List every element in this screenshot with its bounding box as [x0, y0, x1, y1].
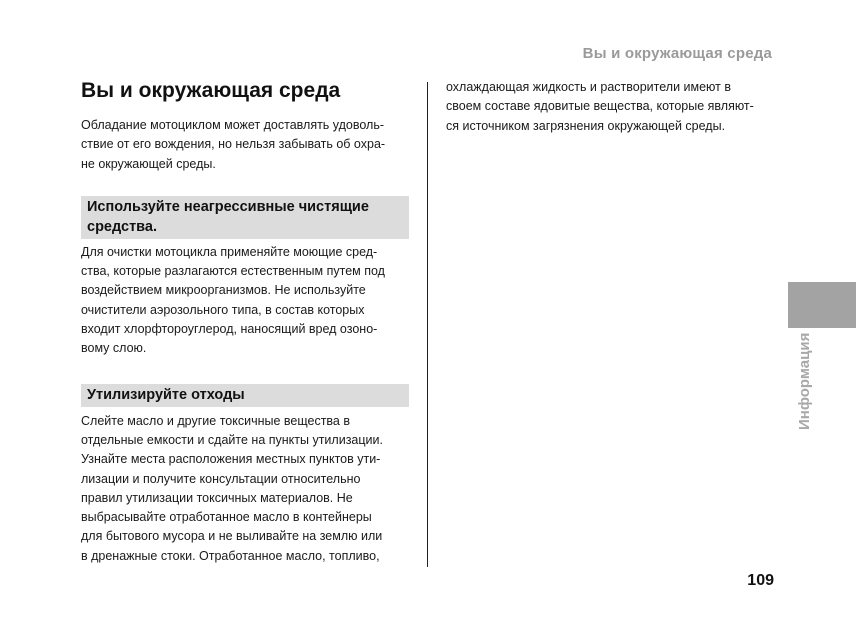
section-heading-line: Используйте неагрессивные чистящие [87, 198, 369, 215]
intro-line: Обладание мотоциклом может доставлять удоволь- [81, 118, 385, 132]
body-line: для бытового мусора и не выливайте на землю или [81, 529, 383, 544]
body-line: воздействием микроорганизмов. Не используйте [81, 283, 366, 298]
running-header: Вы и окружающая среда [582, 45, 772, 62]
body-line: отдельные емкости и сдайте на пункты утилизации. [81, 432, 383, 447]
section-thumb-tab [788, 282, 856, 328]
column-divider [427, 82, 428, 567]
body-line: ства, которые разлагаются естественным путем под [81, 264, 385, 279]
page-number: 109 [747, 572, 774, 589]
section-heading-line: средства. [87, 218, 157, 235]
body-line: правил утилизации токсичных материалов. Не [81, 490, 353, 505]
body-line: Для очистки мотоцикла применяйте моющие сред- [81, 244, 378, 259]
body-line: входит хлорфтороуглерод, наносящий вред озоно- [81, 322, 378, 337]
section-side-label: Информация [796, 332, 813, 430]
body-line: Слейте масло и другие токсичные вещества в [81, 413, 350, 428]
body-line: ся источником загрязнения окружающей среды. [446, 118, 726, 133]
body-line: в дренажные стоки. Отработанное масло, топливо, [81, 548, 380, 563]
body-line: лизации и получите консультации относительно [81, 471, 361, 486]
section-heading-line: Утилизируйте отходы [87, 386, 245, 403]
body-line: своем составе ядовитые вещества, которые являют- [446, 99, 754, 114]
body-line: Узнайте места расположения местных пунктов ути- [81, 452, 381, 467]
body-line: вому слою. [81, 341, 147, 356]
right-column [446, 78, 776, 136]
body-line: выбрасывайте отработанное масло в контейнеры [81, 510, 372, 525]
section-body-waste [81, 412, 409, 566]
left-column [81, 78, 409, 566]
section-heading-waste [81, 384, 409, 407]
page-title: Вы и окружающая среда [81, 79, 341, 102]
intro-line: не окружающей среды. [81, 156, 216, 171]
intro-paragraph [81, 116, 409, 174]
section-body-cleaning [81, 243, 409, 359]
body-line: очистители аэрозольного типа, в состав которых [81, 302, 365, 317]
continuation-paragraph [446, 78, 776, 136]
intro-line: ствие от его вождения, но нельзя забывать об охра- [81, 137, 386, 152]
section-heading-cleaning [81, 196, 409, 239]
body-line: охлаждающая жидкость и растворители имеют в [446, 80, 731, 94]
